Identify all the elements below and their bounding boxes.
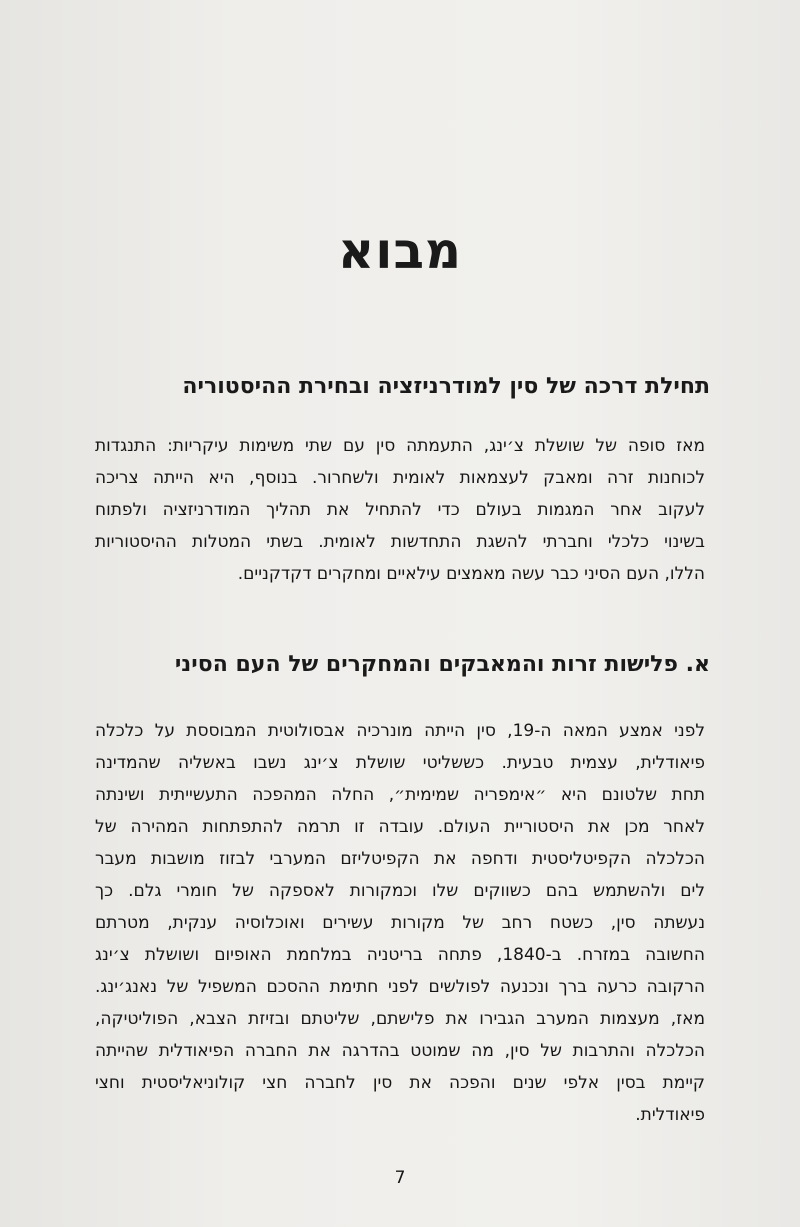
paragraph-line: הכלכלה והתרבות של סין, מה שמוטט בהדרגה את החברה הפיאודלית שהייתה — [95, 1041, 705, 1061]
paragraph-2 — [95, 715, 705, 1131]
paragraph-line: נעשתה סין, כשטח רחב של מקורות עשירים ואוכלוסיה ענקית, מטרתם — [95, 913, 705, 933]
paragraph-line: הרקובה כרעה ברך ונכנעה לפולשים לפני חתימת ההסכם המשפיל של נאנג׳ינג. — [95, 977, 705, 997]
paragraph-line: תחת שלטונם היא ״אימפריה שמימית״, החלה המהפכה התעשייתית ושינתה — [95, 785, 705, 805]
paragraph-line: בשינוי כלכלי וחברתי להשגת התחדשות לאומית. בשתי המטלות ההיסטוריות — [95, 532, 705, 552]
page-number: 7 — [394, 1168, 406, 1188]
paragraph-line: לעקוב אחר המגמות בעולם כדי להתחיל את תהליך המודרניזציה ולפתוח — [95, 500, 705, 520]
paragraph-line: מאז, מעצמות המערב הגבירו את פלישתם, שליטתם ובזיזת הצבא, הפוליטיקה, — [95, 1009, 705, 1029]
paragraph-1 — [95, 430, 705, 590]
paragraph-line: הכלכלה הקפיטליסטית ודחפה את הקפיטליזם המערבי לבזוז מושבות מעבר — [95, 849, 705, 869]
section-heading-1: תחילת דרכה של סין למודרניזציה ובחירת ההיסטוריה — [182, 374, 710, 399]
paragraph-line: לכוחנות זרה ומאבק לעצמאות לאומית ולשחרור. בנוסף, היא הייתה צריכה — [95, 468, 705, 488]
paragraph-line: קיימת בסין אלפי שנים והפכה את סין לחברה חצי קולוניאליסטית וחצי — [95, 1073, 705, 1093]
paragraph-line: הללו, העם הסיני כבר עשה מאמצים עילאיים ומחקרים דקדקניים. — [237, 564, 705, 584]
paragraph-line: פיאודלית. — [635, 1105, 705, 1125]
paragraph-line: לאחר מכן את היסטוריית העולם. עובדה זו תרמה להתפתחות המהירה של — [95, 817, 705, 837]
paragraph-line: מאז סופה של שושלת צ׳ינג, התעמתה סין עם שתי משימות עיקריות: התנגדות — [95, 436, 705, 456]
chapter-title: מבוא — [337, 222, 463, 280]
section-heading-2: א. פלישות זרות והמאבקים והמחקרים של העם הסיני — [174, 652, 710, 677]
paragraph-line: פיאודלית, עצמית טבעית. כששליטי שושלת צ׳ינג נשבו באשליה שהמדינה — [95, 753, 705, 773]
paragraph-line: לים ולהשתמש בהם כשווקים שלו וכמקורות לאספקה של חומרי גלם. כך — [95, 881, 705, 901]
paragraph-line: לפני אמצע המאה ה-19, סין הייתה מונרכיה אבסולוטית המבוססת על כלכלה — [95, 721, 705, 741]
paragraph-line: החשובה במזרח. ב-1840, פתחה בריטניה במלחמת האופיום ושושלת צ׳ינג — [95, 945, 705, 965]
